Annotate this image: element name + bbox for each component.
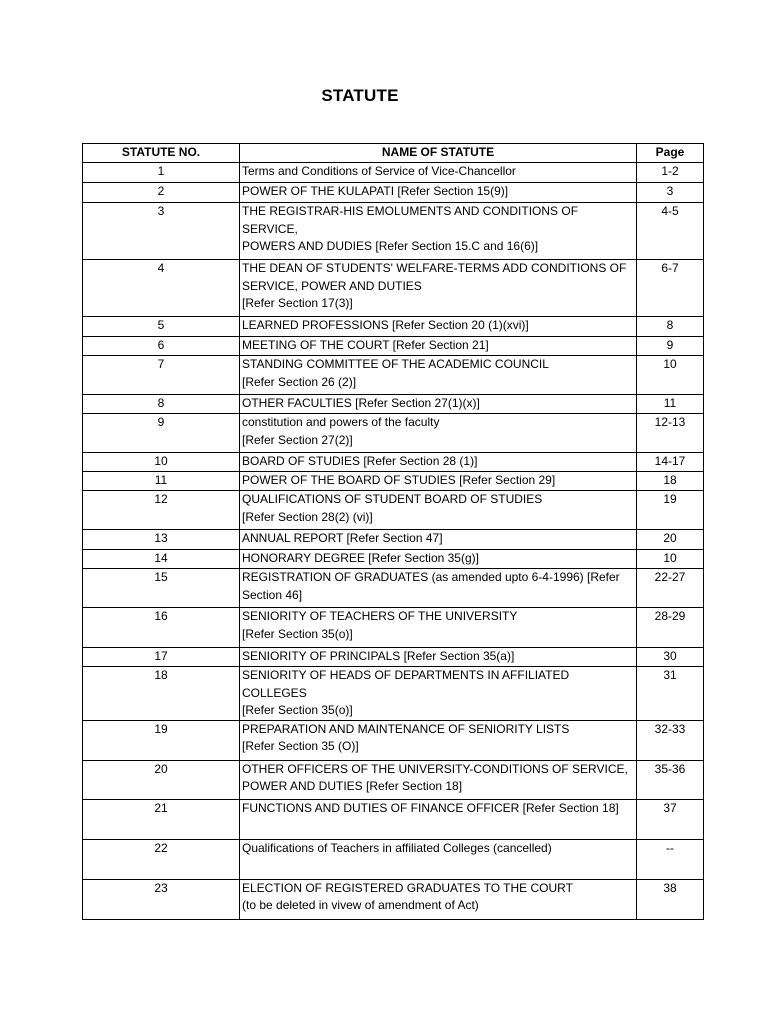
statute-name: Qualifications of Teachers in affiliated Colleges (cancelled): [242, 840, 552, 855]
table-row: [83, 760, 704, 799]
statute-name: ELECTION OF REGISTERED GRADUATES TO THE COURT (to be deleted in vivew of amendment of Act): [242, 880, 573, 912]
statute-no: 21: [83, 799, 240, 839]
statute-name: POWER OF THE BOARD OF STUDIES [Refer Section 29]: [242, 473, 556, 487]
statute-name: MEETING OF THE COURT [Refer Section 21]: [242, 338, 489, 352]
table-row: [83, 879, 704, 919]
statute-name: HONORARY DEGREE [Refer Section 35(g)]: [242, 551, 479, 565]
page-title: STATUTE: [321, 86, 399, 105]
table-row: [83, 491, 704, 530]
statute-no: 13: [83, 530, 240, 550]
statute-page: 35-36: [637, 760, 704, 799]
statute-name: SENIORITY OF HEADS OF DEPARTMENTS IN AFFILIATED COLLEGES [Refer Section 35(o)]: [242, 668, 570, 717]
table-body: [83, 163, 704, 920]
statute-no: 23: [83, 879, 240, 919]
table-row: [83, 608, 704, 648]
statute-no: 17: [83, 648, 240, 667]
table-row: [83, 530, 704, 550]
statute-page: 1-2: [637, 163, 704, 183]
table-row: [83, 569, 704, 608]
statute-no: 12: [83, 491, 240, 530]
statute-page: 3: [637, 183, 704, 203]
statute-no: 7: [83, 356, 240, 395]
statute-no: 15: [83, 569, 240, 608]
statute-name: Terms and Conditions of Service of Vice-Chancellor: [242, 164, 516, 178]
statute-page: 8: [637, 317, 704, 337]
statute-name: OTHER FACULTIES [Refer Section 27(1)(x)]: [242, 396, 480, 410]
statute-no: 2: [83, 183, 240, 203]
table-row: [83, 337, 704, 356]
table-row: [83, 183, 704, 203]
statute-page: 10: [637, 550, 704, 569]
statute-page: 22-27: [637, 569, 704, 608]
statute-no: 14: [83, 550, 240, 569]
table-row: [83, 839, 704, 879]
statute-no: 1: [83, 163, 240, 183]
statute-name: QUALIFICATIONS OF STUDENT BOARD OF STUDIES [Refer Section 28(2) (vi)]: [242, 492, 543, 524]
header-statute-no: STATUTE NO.: [83, 144, 240, 163]
table-row: [83, 414, 704, 453]
statute-name: POWER OF THE KULAPATI [Refer Section 15(9)]: [242, 184, 509, 198]
statute-name: REGISTRATION OF GRADUATES (as amended upto 6-4-1996) [Refer Section 46]: [242, 570, 620, 602]
statute-name: THE REGISTRAR-HIS EMOLUMENTS AND CONDITIONS OF SERVICE, POWERS AND DUDIES [Refer Section 15.C and 16(6)]: [242, 204, 579, 253]
statute-no: 22: [83, 839, 240, 879]
statute-page: --: [637, 839, 704, 879]
statute-name: THE DEAN OF STUDENTS' WELFARE-TERMS ADD CONDITIONS OF SERVICE, POWER AND DUTIES [Refer Section 17(3)]: [242, 261, 627, 310]
statute-no: 9: [83, 414, 240, 453]
table-row: [83, 550, 704, 569]
statute-name: LEARNED PROFESSIONS [Refer Section 20 (1)(xvi)]: [242, 318, 529, 332]
statute-no: 16: [83, 608, 240, 648]
header-statute-name: NAME OF STATUTE: [240, 144, 637, 163]
header-page: Page: [637, 144, 704, 163]
statute-no: 4: [83, 260, 240, 317]
statute-name: SENIORITY OF TEACHERS OF THE UNIVERSITY [Refer Section 35(o)]: [242, 609, 518, 641]
statute-page: 10: [637, 356, 704, 395]
statute-no: 5: [83, 317, 240, 337]
statute-no: 19: [83, 720, 240, 760]
statute-table: [82, 143, 704, 920]
statute-name: BOARD OF STUDIES [Refer Section 28 (1)]: [242, 454, 478, 468]
table-row: [83, 203, 704, 260]
statute-name: constitution and powers of the faculty [Refer Section 27(2)]: [242, 415, 440, 447]
table-row: [83, 453, 704, 472]
statute-no: 6: [83, 337, 240, 356]
table-row: [83, 648, 704, 667]
statute-page: 18: [637, 472, 704, 491]
statute-page: 4-5: [637, 203, 704, 260]
statute-name: STANDING COMMITTEE OF THE ACADEMIC COUNCIL [Refer Section 26 (2)]: [242, 357, 549, 389]
statute-no: 11: [83, 472, 240, 491]
table-row: [83, 799, 704, 839]
statute-no: 20: [83, 760, 240, 799]
statute-page: 37: [637, 799, 704, 839]
statute-page: 38: [637, 879, 704, 919]
statute-page: 28-29: [637, 608, 704, 648]
table-row: [83, 356, 704, 395]
statute-page: 31: [637, 667, 704, 721]
table-header-row: [83, 144, 704, 163]
statute-name: OTHER OFFICERS OF THE UNIVERSITY-CONDITIONS OF SERVICE, POWER AND DUTIES [Refer Section 18]: [242, 761, 628, 793]
statute-page: 14-17: [637, 453, 704, 472]
table-row: [83, 163, 704, 183]
statute-page: 19: [637, 491, 704, 530]
table-row: [83, 317, 704, 337]
statute-page: 11: [637, 395, 704, 414]
statute-page: 12-13: [637, 414, 704, 453]
table-row: [83, 260, 704, 317]
statute-page: 32-33: [637, 720, 704, 760]
statute-page: 9: [637, 337, 704, 356]
statute-page: 20: [637, 530, 704, 550]
statute-page: 6-7: [637, 260, 704, 317]
statute-name: SENIORITY OF PRINCIPALS [Refer Section 35(a)]: [242, 649, 515, 663]
statute-no: 18: [83, 667, 240, 721]
table-row: [83, 720, 704, 760]
table-row: [83, 472, 704, 491]
statute-no: 10: [83, 453, 240, 472]
table-row: [83, 667, 704, 721]
statute-no: 3: [83, 203, 240, 260]
table-row: [83, 395, 704, 414]
statute-name: ANNUAL REPORT [Refer Section 47]: [242, 531, 443, 545]
statute-page: 30: [637, 648, 704, 667]
statute-name: FUNCTIONS AND DUTIES OF FINANCE OFFICER [Refer Section 18]: [242, 800, 619, 815]
statute-name: PREPARATION AND MAINTENANCE OF SENIORITY LISTS [Refer Section 35 (O)]: [242, 721, 570, 753]
statute-no: 8: [83, 395, 240, 414]
